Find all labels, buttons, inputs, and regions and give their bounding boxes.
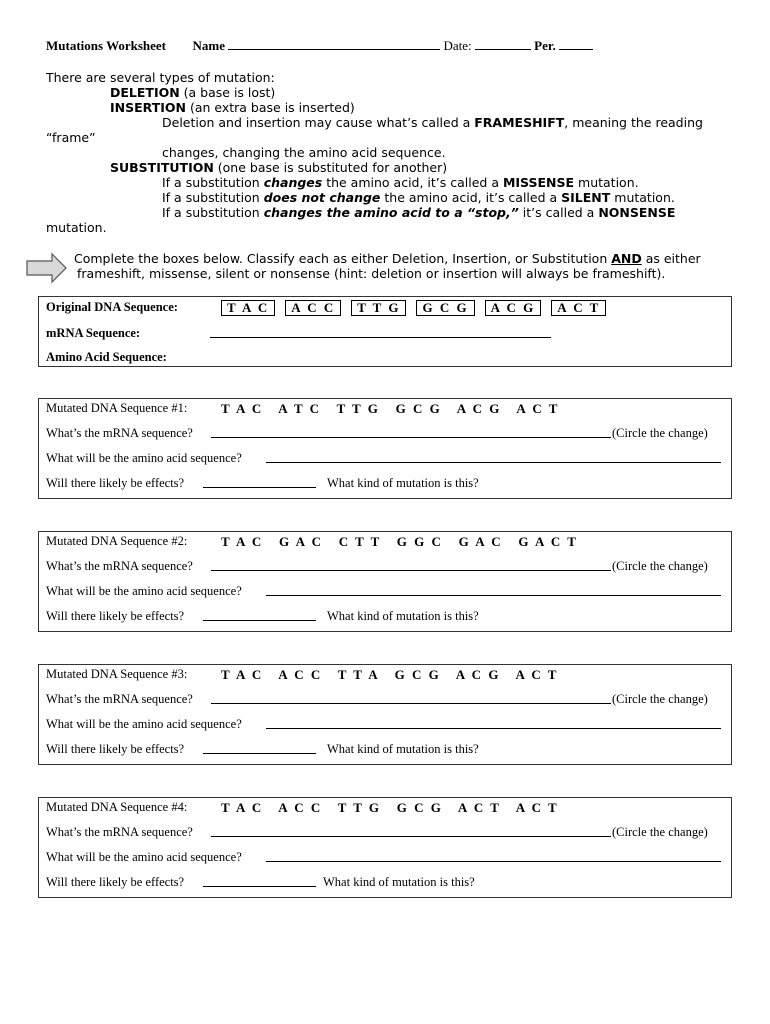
kind-question: What kind of mutation is this? xyxy=(323,875,475,889)
period-label: Per. xyxy=(534,38,556,53)
circle-change-note: (Circle the change) xyxy=(612,825,708,839)
original-mrna-label: mRNA Sequence: xyxy=(46,326,141,340)
missense-term: MISSENSE xyxy=(502,175,575,190)
worksheet-title: Mutations Worksheet xyxy=(46,38,167,53)
mrna-question: What’s the mRNA sequence? xyxy=(46,825,193,839)
silent-em: does not change xyxy=(263,190,381,205)
circle-change-note: (Circle the change) xyxy=(612,559,708,573)
mrna-question: What’s the mRNA sequence? xyxy=(46,559,193,573)
codon-4: G C G xyxy=(416,300,474,316)
amino-question: What will be the amino acid sequence? xyxy=(46,850,242,864)
mutation-label: Mutated DNA Sequence #2: xyxy=(46,534,188,548)
silent-definition xyxy=(162,190,675,205)
name-label: Name xyxy=(192,38,226,53)
intro-line: There are several types of mutation: xyxy=(46,70,275,85)
mutated-sequence: T A C A C C T T A G C G A C G A C T xyxy=(221,667,559,682)
substitution-desc: (one base is substituted for another) xyxy=(213,160,448,175)
effects-question: Will there likely be effects? xyxy=(46,742,185,756)
mutation-box-1 xyxy=(38,398,732,499)
mutated-sequence: T A C A C C T T G G C G A C T A C T xyxy=(221,800,559,815)
codon-6: A C T xyxy=(551,300,606,316)
frameshift-post: , meaning the reading xyxy=(564,115,703,130)
amino-question: What will be the amino acid sequence? xyxy=(46,717,242,731)
silent-pre: If a substitution xyxy=(162,190,264,205)
kind-question: What kind of mutation is this? xyxy=(327,609,479,623)
amino-answer-field[interactable] xyxy=(266,716,721,729)
instructions-pre: Complete the boxes below. Classify each as either Deletion, Insertion, or Substitution xyxy=(74,251,612,266)
kind-question: What kind of mutation is this? xyxy=(327,476,479,490)
missense-post: mutation. xyxy=(574,175,639,190)
deletion-term: DELETION xyxy=(110,85,180,100)
original-sequence-box xyxy=(38,296,732,367)
nonsense-em: changes the amino acid to a “stop,” xyxy=(263,205,519,220)
effects-answer-field[interactable] xyxy=(203,608,316,621)
silent-term: SILENT xyxy=(561,190,611,205)
instructions-line1 xyxy=(74,251,701,266)
frame-changes: changes, changing the amino acid sequence. xyxy=(162,145,446,160)
deletion-desc: (a base is lost) xyxy=(179,85,276,100)
silent-post: mutation. xyxy=(610,190,675,205)
effects-question: Will there likely be effects? xyxy=(46,476,185,490)
frameshift-definition xyxy=(162,115,703,130)
nonsense-mid: it’s called a xyxy=(518,205,599,220)
amino-answer-field[interactable] xyxy=(266,450,721,463)
effects-answer-field[interactable] xyxy=(203,874,316,887)
mrna-answer-field[interactable] xyxy=(211,425,611,438)
missense-mid: the amino acid, it’s called a xyxy=(322,175,503,190)
frameshift-term: FRAMESHIFT xyxy=(474,115,565,130)
circle-change-note: (Circle the change) xyxy=(612,426,708,440)
mrna-answer-field[interactable] xyxy=(211,558,611,571)
mutation-box-3 xyxy=(38,664,732,765)
silent-mid: the amino acid, it’s called a xyxy=(380,190,562,205)
amino-question: What will be the amino acid sequence? xyxy=(46,584,242,598)
name-field[interactable] xyxy=(228,38,440,50)
frameshift-pre: Deletion and insertion may cause what’s called a xyxy=(162,115,475,130)
missense-pre: If a substitution xyxy=(162,175,264,190)
effects-answer-field[interactable] xyxy=(203,475,316,488)
mutation-label: Mutated DNA Sequence #1: xyxy=(46,401,188,415)
date-label: Date: xyxy=(443,38,472,53)
original-amino-label: Amino Acid Sequence: xyxy=(46,350,167,364)
substitution-definition xyxy=(110,160,447,175)
amino-question: What will be the amino acid sequence? xyxy=(46,451,242,465)
codon-2: A C C xyxy=(285,300,341,316)
kind-question: What kind of mutation is this? xyxy=(327,742,479,756)
period-field[interactable] xyxy=(559,38,593,50)
instructions-post: as either xyxy=(641,251,701,266)
arrow-right-icon xyxy=(26,252,68,284)
original-mrna-field[interactable] xyxy=(210,325,551,338)
effects-question: Will there likely be effects? xyxy=(46,609,185,623)
instructions-and: AND xyxy=(611,251,642,266)
effects-answer-field[interactable] xyxy=(203,741,316,754)
codon-3: T T G xyxy=(351,300,406,316)
mutation-box-2 xyxy=(38,531,732,632)
mutation-word: mutation. xyxy=(46,220,107,235)
codon-1: T A C xyxy=(221,300,275,316)
mrna-answer-field[interactable] xyxy=(211,824,611,837)
circle-change-note: (Circle the change) xyxy=(612,692,708,706)
insertion-desc: (an extra base is inserted) xyxy=(185,100,355,115)
nonsense-term: NONSENSE xyxy=(598,205,676,220)
nonsense-pre: If a substitution xyxy=(162,205,264,220)
mutation-label: Mutated DNA Sequence #4: xyxy=(46,800,188,814)
amino-answer-field[interactable] xyxy=(266,583,721,596)
insertion-term: INSERTION xyxy=(110,100,186,115)
worksheet-header xyxy=(46,38,593,54)
date-field[interactable] xyxy=(475,38,531,50)
mrna-answer-field[interactable] xyxy=(211,691,611,704)
missense-definition xyxy=(162,175,639,190)
amino-answer-field[interactable] xyxy=(266,849,721,862)
mutation-box-4 xyxy=(38,797,732,898)
mrna-question: What’s the mRNA sequence? xyxy=(46,692,193,706)
missense-em: changes xyxy=(263,175,323,190)
mutated-sequence: T A C G A C C T T G G C G A C G A C T xyxy=(221,534,578,549)
codon-5: A C G xyxy=(485,300,542,316)
original-codons xyxy=(221,300,616,316)
mrna-question: What’s the mRNA sequence? xyxy=(46,426,193,440)
mutated-sequence: T A C A T C T T G G C G A C G A C T xyxy=(221,401,560,416)
effects-question: Will there likely be effects? xyxy=(46,875,185,889)
deletion-definition xyxy=(110,85,275,100)
instructions-line2: frameshift, missense, silent or nonsense (hint: deletion or insertion will always be frameshift). xyxy=(77,266,666,281)
original-dna-label: Original DNA Sequence: xyxy=(46,300,178,314)
insertion-definition xyxy=(110,100,355,115)
substitution-term: SUBSTITUTION xyxy=(110,160,214,175)
mutation-label: Mutated DNA Sequence #3: xyxy=(46,667,188,681)
frame-quote: “frame” xyxy=(46,130,96,145)
nonsense-definition xyxy=(162,205,675,220)
